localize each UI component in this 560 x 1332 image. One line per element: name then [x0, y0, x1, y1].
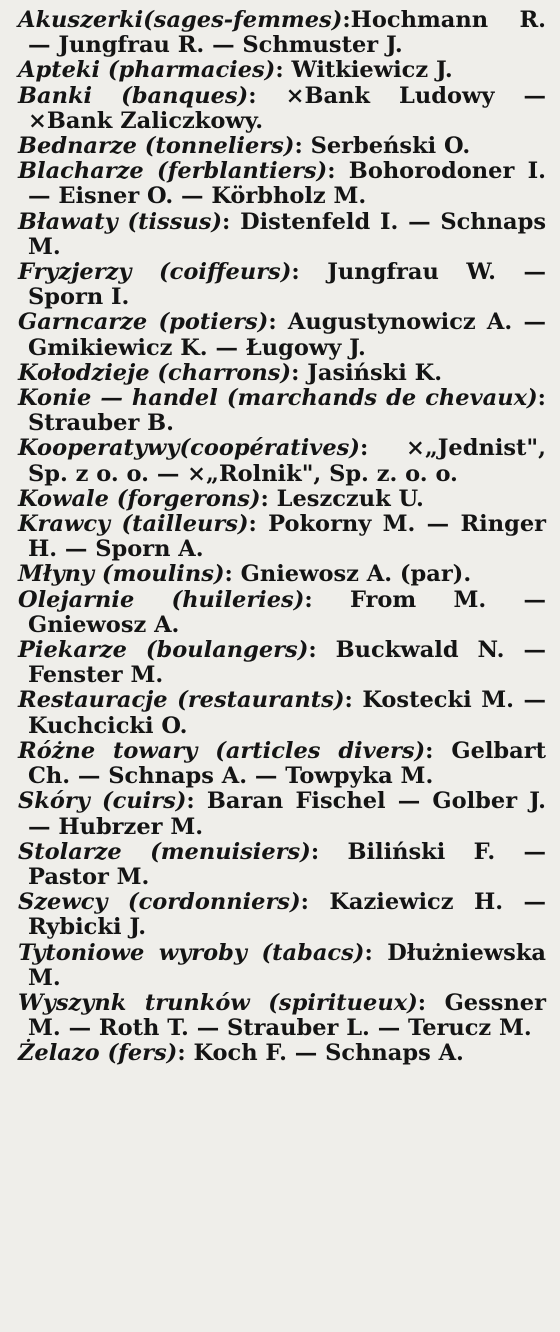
entry-apteki: [18, 58, 546, 83]
trade-names: : Jasiński K.: [291, 359, 443, 386]
trade-names: : Augustynowicz A. — Gmikiewicz K. — Ługowy J.: [28, 309, 546, 361]
trade-names: : Bohorodoner I. — Eisner O. — Körbholz M.: [28, 158, 546, 210]
trade-french: (banques): [121, 82, 249, 109]
trade-french: (charrons): [157, 359, 292, 386]
trade-names: : Gniewosz A. (par).: [224, 561, 472, 588]
trade-names: : Gelbart Ch. — Schnaps A. — Towpyka M.: [28, 737, 546, 790]
entry-blacharze: [18, 159, 546, 209]
trade-name: Kołodzieje: [18, 359, 150, 386]
trade-french: (tissus): [127, 208, 223, 235]
trade-name: Żelazo: [18, 1040, 100, 1067]
trade-name: Bławaty: [18, 208, 118, 235]
trade-name: Szewcy: [18, 889, 108, 916]
trade-names: : Leszczuk U.: [260, 485, 424, 512]
entry-garncarze: [18, 310, 546, 360]
trade-french: (forgerons): [116, 485, 261, 512]
trade-name: Restauracje: [18, 687, 168, 714]
trade-name: Wyszynk trunków: [18, 989, 250, 1016]
entry-banki: [18, 84, 546, 134]
entry-krawcy: [18, 512, 546, 562]
trade-french: (articles divers): [215, 737, 426, 764]
trade-name: Garncarze: [18, 309, 148, 336]
entry-kowale: [18, 487, 546, 512]
trade-french: (spiritueux): [268, 989, 418, 1016]
trade-french: (tabacs): [261, 939, 365, 966]
entry-kolodzieje: [18, 361, 546, 386]
entry-skory: [18, 789, 546, 839]
trade-french: (fers): [107, 1040, 178, 1067]
trade-names: : Biliński F. — Pastor M.: [28, 838, 546, 890]
trade-name: Tytoniowe wyroby: [18, 939, 247, 966]
trade-french: (moulins): [101, 561, 225, 588]
trade-french: (marchands de chevaux): [226, 385, 538, 412]
trade-french: (boulangers): [145, 637, 309, 664]
trade-french: (coopératives): [179, 435, 360, 462]
trade-names: : Jungfrau W. — Sporn I.: [28, 259, 546, 311]
trade-french: (pharmacies): [107, 57, 276, 84]
trade-name: Konie — handel: [18, 385, 218, 412]
trade-names: : Gessner M. — Roth T. — Strauber L. — Terucz M.: [28, 989, 546, 1042]
trade-name: Bednarze: [18, 133, 137, 160]
trade-name: Stolarze: [18, 838, 122, 865]
trade-french: (cordonniers): [127, 889, 301, 916]
trade-name: Banki: [18, 82, 93, 109]
entry-restauracje: [18, 688, 546, 738]
entry-bednarze: [18, 134, 546, 159]
trade-names: : From M. — Gniewosz A.: [28, 586, 546, 638]
entry-zelazo: [18, 1041, 546, 1066]
trade-names: : Baran Fischel — Golber J. — Hubrzer M.: [28, 788, 546, 840]
trade-name: Krawcy: [18, 511, 111, 538]
entry-piekarze: [18, 638, 546, 688]
entry-olejarnie: [18, 588, 546, 638]
trade-french: (menuisiers): [150, 838, 311, 865]
trade-name: Blacharze: [18, 158, 144, 185]
trade-names: : Koch F. — Schnaps A.: [177, 1040, 464, 1067]
entry-akuszerki: [18, 8, 546, 58]
trade-name: Młyny: [18, 561, 95, 588]
trade-french: (huileries): [171, 586, 305, 613]
entry-blawaty: [18, 210, 546, 260]
trade-name: Apteki: [18, 57, 101, 84]
trade-names: : ×Bank Ludowy — ×Bank Zaliczkowy.: [28, 82, 546, 134]
trade-french: (coiffeurs): [159, 259, 292, 286]
trade-name: Akuszerki: [18, 7, 144, 33]
entry-mlyny: [18, 562, 546, 587]
trade-names: : Distenfeld I. — Schnaps M.: [28, 208, 546, 260]
entry-tytoniowe-wyroby: [18, 941, 546, 991]
trade-french: (potiers): [158, 309, 269, 336]
trade-names: :Hochmann R. — Jungfrau R. — Schmuster J.: [28, 7, 546, 59]
entry-stolarze: [18, 840, 546, 890]
trade-french: (restaurants): [177, 687, 345, 714]
trade-french: (cuirs): [101, 788, 187, 815]
trade-names: : Kostecki M. — Kuchcicki O.: [28, 687, 546, 739]
trade-name: Olejarnie: [18, 586, 135, 613]
trade-names: : Dłużniewska M.: [28, 939, 546, 991]
trade-name: Kowale: [18, 485, 109, 512]
trade-names: : Strauber B.: [28, 385, 546, 437]
trade-name: Kooperatywy: [18, 435, 180, 462]
trade-names: : Serbeński O.: [294, 133, 471, 160]
trade-names: : Kaziewicz H. — Rybicki J.: [28, 889, 546, 941]
trade-names: : Witkiewicz J.: [275, 57, 453, 84]
entry-kooperatywy: [18, 436, 546, 486]
trade-french: (tailleurs): [121, 511, 249, 538]
trade-name: Fryzjerzy: [18, 259, 132, 286]
trade-name: Skóry: [18, 788, 90, 815]
entry-konie-handel: [18, 386, 546, 436]
entry-wyszynk-trunkow: [18, 991, 546, 1041]
entry-rozne-towary: [18, 739, 546, 789]
entry-szewcy: [18, 890, 546, 940]
trade-names: : ×„Jednist", Sp. z o. o. — ×„Rolnik", Sp. z. o. o.: [28, 435, 546, 487]
trade-french: (ferblantiers): [157, 158, 328, 185]
entry-fryzjerzy: [18, 260, 546, 310]
trade-name: Piekarze: [18, 637, 127, 664]
trade-french: (sages-femmes): [143, 7, 343, 33]
trade-names: : Buckwald N. — Fenster M.: [28, 637, 546, 689]
trade-names: : Pokorny M. — Ringer H. — Sporn A.: [28, 511, 546, 563]
trade-french: (tonneliers): [144, 133, 295, 160]
trade-name: Różne towary: [18, 737, 198, 764]
